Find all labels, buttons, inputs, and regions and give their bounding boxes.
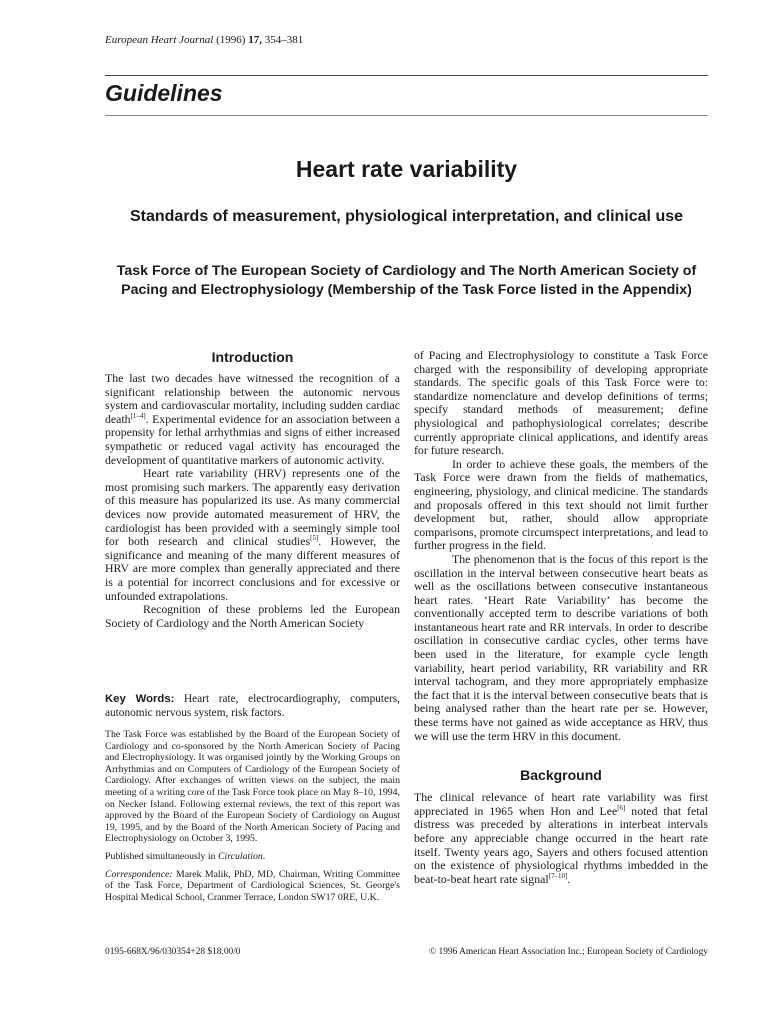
intro-p1-text: The last two decades have witnessed the recognition of a significant relationship between the autonomic nervous system and cardiovascular mortality, including sudden cardiac death <box>105 371 400 426</box>
journal-volume: 17, <box>248 34 262 46</box>
intro-p2-text-cont: . However, the significance and meaning of the many different measures of HRV are more complex than generally appreciated and there is a potential for incorrect conclusions and for excessive or unfounded extrapolations. <box>105 534 400 603</box>
published-note <box>105 851 400 863</box>
article-title: Heart rate variability <box>295 156 518 182</box>
journal-citation <box>105 34 303 46</box>
intro-paragraph-2 <box>105 467 400 603</box>
intro-p1-text-cont: . Experimental evidence for an association between a propensity for lethal arrhythmias and signs of either increased sympathetic or reduced vagal activity has encouraged the development of quantitative markers of autonomic activity. <box>105 411 400 467</box>
citation-ref: [7–10] <box>548 871 568 880</box>
citation-ref: [1–4] <box>130 411 146 420</box>
intro-paragraph-1 <box>105 372 400 467</box>
bg-p1-text-cont: noted that fetal distress was preceded by alterations in interbeat intervals before any appreciable change occurred in the heart rate itself. Twenty years ago, Sayers and others focused attention on the existence of physiological rhythms imbedded in the beat-to-beat heart rate signal <box>414 803 708 886</box>
bg-p1-text: The clinical relevance of heart rate variability was first appreciated in 1965 when Hon and Lee <box>414 790 708 818</box>
bg-p1-end: . <box>567 871 571 886</box>
key-words <box>105 692 400 720</box>
intro-paragraph-4: of Pacing and Electrophysiology to constitute a Task Force charged with the responsibility of developing appropriate standards. The specific goals of this Task Force were to: standardize nomenclature and develop definitions of terms; specify standard methods of measurement; define physiological and pathophysiological correlates; describe currently appropriate clinical applications, and identify areas for future research. <box>414 348 708 458</box>
top-rule <box>105 75 708 76</box>
section-label: Guidelines <box>105 80 223 106</box>
intro-p2-text: Heart rate variability (HRV) represents one of the most promising such markers. The apparently easy derivation of this measure has popularized its use. As many commercial devices now provide automated measurement of HRV, the cardiologist has been provided with a seemingly simple tool for both research and clinical studies <box>105 466 400 549</box>
left-column <box>105 349 400 630</box>
correspondence-text: Marek Malik, PhD, MD, Chairman, Writing Committee of the Task Force, Department of Cardiological Sciences, St. George's Hospital Medical School, Cranmer Terrace, London SW17 0RE, U.K. <box>105 868 400 903</box>
footer-copyright: © 1996 American Heart Association Inc.; European Society of Cardiology <box>429 947 708 957</box>
intro-paragraph-3: Recognition of these problems led the European Society of Cardiology and the North American Society <box>105 602 400 630</box>
correspondence-label: Correspondence: <box>105 868 173 880</box>
published-journal: Circulation <box>217 850 263 862</box>
key-words-text: Heart rate, electrocardiography, computers, autonomic nervous system, risk factors. <box>105 693 400 719</box>
correspondence-note <box>105 869 400 904</box>
published-suffix: . <box>262 850 266 862</box>
citation-ref: [5] <box>310 534 319 543</box>
establishment-note: The Task Force was established by the Board of the European Society of Cardiology and co-sponsored by the North American Society of Pacing and Electrophysiology. It was organised jointly by the Working Groups on Arrhythmias and on Computers of Cardiology of the European Society of Cardiology. After exchanges of written views on the subject, the main meeting of a writing core of the Task Force took place on May 8–10, 1994, on Necker Island. Following external reviews, the text of this report was approved by the Board of the European Society of Cardiology on August 19, 1995, and by the Board of the North American Society of Pacing and Electrophysiology on October 3, 1995. <box>105 729 400 845</box>
footnotes <box>105 729 400 909</box>
introduction-heading: Introduction <box>211 349 294 365</box>
background-heading: Background <box>520 767 602 784</box>
article-subtitle: Standards of measurement, physiological interpretation, and clinical use <box>129 208 684 225</box>
journal-pages: 354–381 <box>264 34 304 46</box>
right-column <box>414 349 708 886</box>
section-rule <box>105 115 708 116</box>
background-paragraph-1 <box>414 791 708 886</box>
intro-paragraph-6: The phenomenon that is the focus of this report is the oscillation in the interval between consecutive heart beats as well as the oscillations between consecutive instantaneous heart rates. ‘Heart Rate Variability’ has become the conventionally accepted term to describe variations of both instantaneous heart rate and RR intervals. In order to describe oscillation in consecutive cardiac cycles, other terms have been used in the literature, for example cycle length variability, heart period variability, RR variability and RR interval tachogram, and they more appropriately emphasize the fact that it is the interval between consecutive beats that is being analysed rather than the heart rate per se. However, these terms have not gained as wide acceptance as HRV, thus we will use the term HRV in this document. <box>414 551 708 743</box>
footer-code: 0195-668X/96/030354+28 $18.00/0 <box>105 947 241 957</box>
published-prefix: Published simultaneously in <box>105 850 218 862</box>
journal-name: European Heart Journal <box>105 34 214 46</box>
intro-paragraph-5: In order to achieve these goals, the members of the Task Force were drawn from the fields of mathematics, engineering, physiology, and clinical medicine. The standards and proposals offered in this text should not limit further development but, rather, should allow appropriate comparisons, promote circumspect interpretations, and lead to further progress in the field. <box>414 456 708 553</box>
key-words-label: Key Words: <box>105 693 175 705</box>
article-authors: Task Force of The European Society of Cardiology and The North American Society of Pacing and Electrophysiology (Membership of the Task Force listed in the Appendix) <box>116 263 697 298</box>
journal-year: (1996) <box>216 34 246 46</box>
citation-ref: [6] <box>617 803 626 812</box>
